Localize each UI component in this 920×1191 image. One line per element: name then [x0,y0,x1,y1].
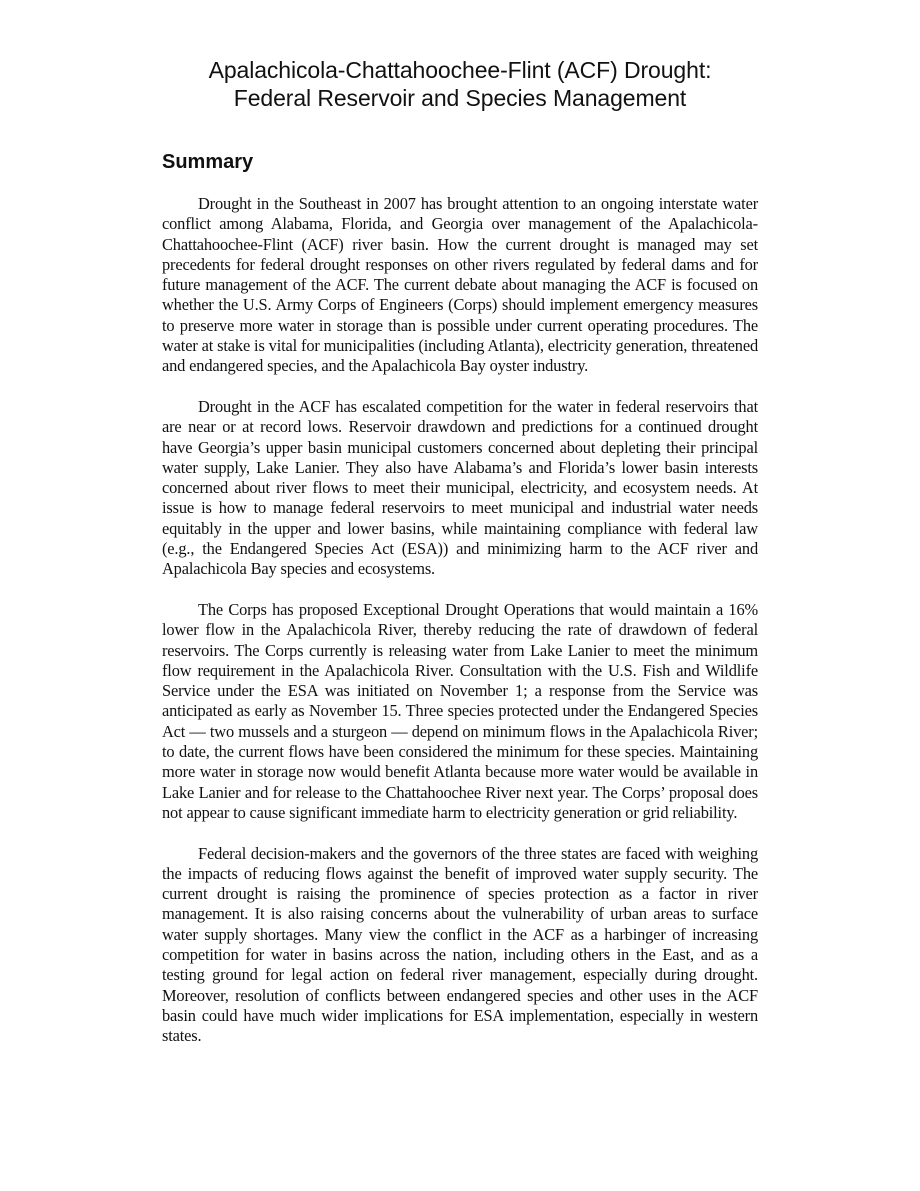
document-title [162,56,758,112]
summary-paragraph-3: The Corps has proposed Exceptional Drought Operations that would maintain a 16% lower flow in the Apalachicola River, thereby reducing the rate of drawdown of federal reservoirs. The Corps currently is releasing water from Lake Lanier to meet the minimum flow requirement in the Apalachicola River. Consultation with the U.S. Fish and Wildlife Service under the ESA was initiated on November 1; a response from the Service was anticipated as early as November 15. Three species protected under the Endangered Species Act — two mussels and a sturgeon — depend on minimum flows in the Apalachicola River; to date, the current flows have been considered the minimum for these species. Maintaining more water in storage now would benefit Atlanta because more water would be available in Lake Lanier and for release to the Chattahoochee River next year. The Corps’ proposal does not appear to cause significant immediate harm to electricity generation or grid reliability. [162,599,758,822]
document-page [162,56,758,1046]
summary-paragraph-1: Drought in the Southeast in 2007 has brought attention to an ongoing interstate water conflict among Alabama, Florida, and Georgia over management of the Apalachicola-Chattahoochee-Flint (ACF) river basin. How the current drought is managed may set precedents for federal drought responses on other rivers regulated by federal dams and for future management of the ACF. The current debate about managing the ACF is focused on whether the U.S. Army Corps of Engineers (Corps) should implement emergency measures to preserve more water in storage than is possible under current operating procedures. The water at stake is vital for municipalities (including Atlanta), electricity generation, threatened and endangered species, and the Apalachicola Bay oyster industry. [162,194,758,376]
summary-paragraph-4: Federal decision-makers and the governors of the three states are faced with weighing the impacts of reducing flows against the benefit of improved water supply security. The current drought is raising the prominence of species protection as a factor in river management. It is also raising concerns about the vulnerability of urban areas to surface water supply shortages. Many view the conflict in the ACF as a harbinger of increasing competition for water in basins across the nation, including others in the East, and as a testing ground for legal action on federal river management, especially during drought. Moreover, resolution of conflicts between endangered species and other uses in the ACF basin could have much wider implications for ESA implementation, especially in western states. [162,843,758,1046]
title-line-2: Federal Reservoir and Species Management [233,85,687,111]
summary-paragraph-2: Drought in the ACF has escalated competition for the water in federal reservoirs that are near or at record lows. Reservoir drawdown and predictions for a continued drought have Georgia’s upper basin municipal customers concerned about depleting their principal water supply, Lake Lanier. They also have Alabama’s and Florida’s lower basin interests concerned about river flows to meet their municipal, electricity, and ecosystem needs. At issue is how to manage federal reservoirs to meet municipal and industrial water needs equitably in the upper and lower basins, while maintaining compliance with federal law (e.g., the Endangered Species Act (ESA)) and minimizing harm to the ACF river and Apalachicola Bay species and ecosystems. [162,396,758,579]
title-line-1: Apalachicola-Chattahoochee-Flint (ACF) Drought: [208,57,712,83]
section-heading-summary: Summary [162,151,254,173]
